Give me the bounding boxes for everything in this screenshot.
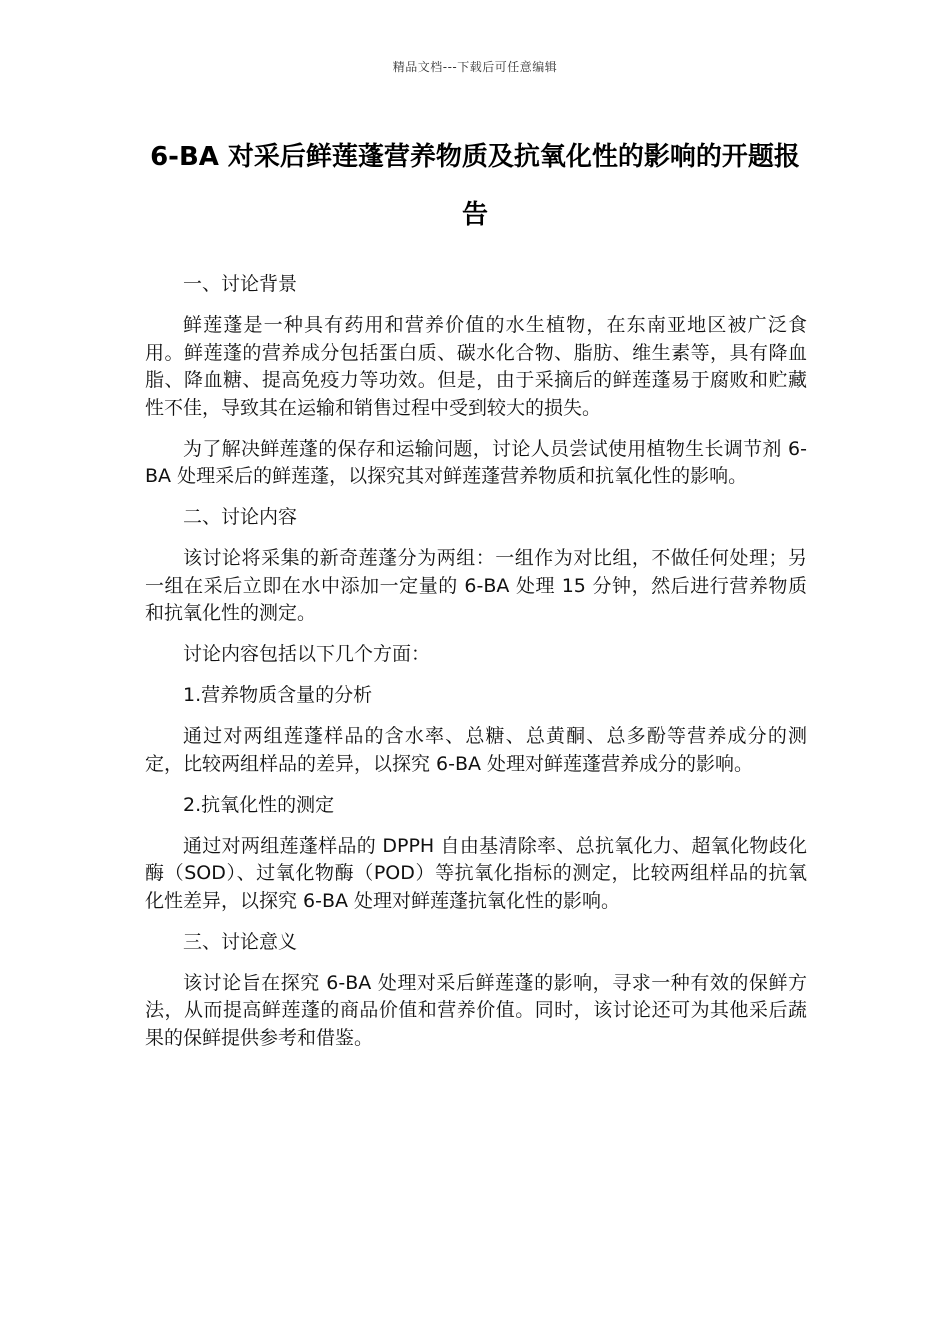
document-title: 6-BA 对采后鲜莲蓬营养物质及抗氧化性的影响的开题报告 — [150, 142, 800, 230]
body-paragraph: 该讨论将采集的新奇莲蓬分为两组：一组作为对比组，不做任何处理；另一组在采后立即在水中添加一定量的 6-BA 处理 15 分钟，然后进行营养物质和抗氧化性的测定。 — [145, 547, 807, 624]
body-paragraph: 该讨论旨在探究 6-BA 处理对采后鲜莲蓬的影响，寻求一种有效的保鲜方法，从而提高鲜莲蓬的商品价值和营养价值。同时，该讨论还可为其他采后蔬果的保鲜提供参考和借鉴。 — [145, 971, 807, 1049]
section-heading-significance: 三、讨论意义 — [183, 930, 298, 953]
body-paragraph: 讨论内容包括以下几个方面： — [183, 643, 431, 665]
subsection-heading-nutrients: 1.营养物质含量的分析 — [183, 684, 373, 706]
body-paragraph: 通过对两组莲蓬样品的含水率、总糖、总黄酮、总多酚等营养成分的测定，比较两组样品的差异，以探究 6-BA 处理对鲜莲蓬营养成分的影响。 — [145, 725, 807, 775]
body-paragraph: 通过对两组莲蓬样品的 DPPH 自由基清除率、总抗氧化力、超氧化物歧化酶（SOD）、过氧化物酶（POD）等抗氧化指标的测定，比较两组样品的抗氧化性差异，以探究 6-BA 处理对鲜莲蓬抗氧化性的影响。 — [145, 834, 807, 912]
body-paragraph: 为了解决鲜莲蓬的保存和运输问题，讨论人员尝试使用植物生长调节剂 6-BA 处理采后的鲜莲蓬，以探究其对鲜莲蓬营养物质和抗氧化性的影响。 — [145, 437, 807, 487]
header-note: 精品文档---下载后可任意编辑 — [392, 60, 558, 74]
section-heading-content: 二、讨论内容 — [183, 506, 298, 528]
document-body — [145, 271, 807, 1066]
body-paragraph: 鲜莲蓬是一种具有药用和营养价值的水生植物，在东南亚地区被广泛食用。鲜莲蓬的营养成分包括蛋白质、碳水化合物、脂肪、维生素等，具有降血脂、降血糖、提高免疫力等功效。但是，由于采摘后的鲜莲蓬易于腐败和贮藏性不佳，导致其在运输和销售过程中受到较大的损失。 — [145, 314, 807, 419]
section-heading-background: 一、讨论背景 — [183, 273, 298, 295]
subsection-heading-antioxidant: 2.抗氧化性的测定 — [183, 793, 335, 816]
